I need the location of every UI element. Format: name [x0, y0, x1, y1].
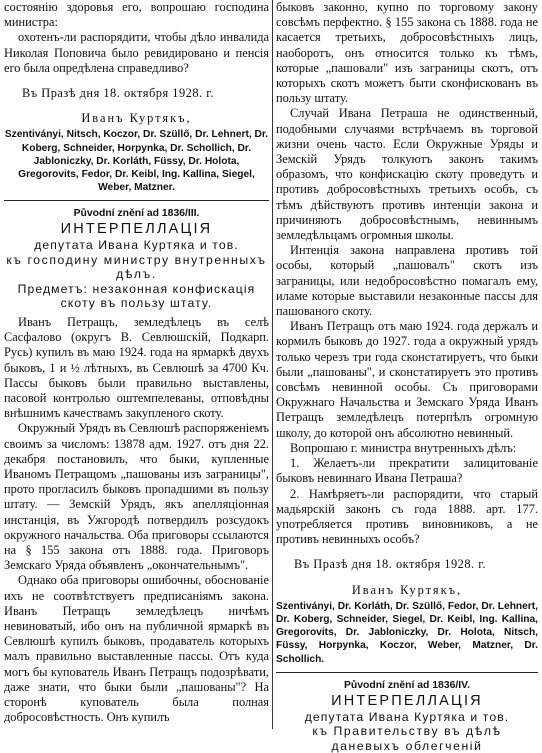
section-divider	[4, 200, 269, 201]
date-line: Въ Празѣ дня 18. октября 1928. г.	[22, 86, 215, 101]
section-divider	[276, 672, 538, 673]
cosigners-list: Szentiványi, Dr. Korláth, Dr. Szüllő, Fedor, Dr. Lehnert, Dr. Koberg, Schneider, Siegel, Dr. Keibl, Ing. Kallina, Gregorovits, Dr. Jabloniczky, Dr. Holota, Nitsch, Füssy, Horpynka, Koczor, Weber, Matzner, Dr. Schollich.	[276, 600, 538, 665]
request-paragraph: охотенъ-ли распорядити, чтобы дѣло инвалида Николая Поповича было ревидировано и пенсія его была опредѣлена справедливо?	[4, 30, 269, 75]
interpellation-title: ИНТЕРПЕЛЛАЦІЯ	[60, 221, 213, 238]
paragraph: Однако оба приговоры ошибочны, обоснованіе ихъ не соотвѣтствуетъ предписаніямъ закона. Иванъ Петращъ земледѣлецъ ничѣмъ невиноватый, ибо онъ на публичной ярмаркѣ въ Севлюшѣ купилъ быковъ, продаватель которыхъ малъ правильно выставленные пассы. Отъ куда могъ бы купователь Иванъ Петращъ подозрѣвати, даже знати, что быки были „пашованы"? На сторонѣ купователь была полная добросовѣстность. Онъ купилъ	[4, 573, 269, 725]
paragraph: Иванъ Петращъ, земледѣлецъ въ селѣ Сасфалово (округъ В. Севлюшскій, Подкарп. Русь) купилъ въ маю 1924. года на ярмаркѣ двухъ быковъ, 1 и ½ лѣтныхъ, въ Севлюшѣ за 4700 Кч. Пассы быковъ были правильно выставлены, пасовой контролью оштемпелеваны, отповѣдны внѣшнимъ качествамъ закупленого скоту.	[4, 314, 269, 421]
right-column	[276, 0, 538, 753]
left-column	[4, 0, 269, 729]
question-item: 1. Желаетъ-ли прекратити залицитованіе быковъ невиннаго Ивана Петраша?	[276, 456, 538, 486]
interpellation-author: депутата Ивана Куртяка и тов.	[304, 709, 510, 724]
date-line: Въ Празѣ дня 18. октября 1928. г.	[294, 557, 487, 572]
question-intro: Вопрошаю г. министра внутренныхъ дѣлъ:	[290, 440, 517, 455]
interpellation-title: ИНТЕРПЕЛЛАЦІЯ	[331, 692, 483, 709]
paragraph: Окружный Урядъ въ Севлюшѣ распоряженіемъ своимъ за числомъ: 13878 адм. 1927. отъ дня 22. декабря постановилъ, что быки, купленные Иваномъ Петращомъ „пашованы изъ заграницы", прото прогласилъ быковъ пропадшими въ пользу штату. — Земскій Урядъ, якъ апелляціонная инстанція, въ Ужгородѣ потвердилъ розсудокъ окружного начальства. Оба приговоры ссылаются на § 155 закона отъ 1888. года. Приговоръ Земскаго Уряда объявленъ „окончательнымъ".	[4, 421, 269, 573]
interpellation-author: депутата Ивана Куртяка и тов.	[34, 238, 239, 253]
interpellation-addressee: къ господину министру внутренныхъ дѣлъ.	[6, 252, 267, 282]
cosigners-list: Szentiványi, Nitsch, Koczor, Dr. Szüllő, Dr. Lehnert, Dr. Koberg, Schneider, Horpynka, Dr. Schollich, Dr. Jabloniczky, Dr. Korláth, Füssy, Dr. Holota, Gregorovits, Fedor, Dr. Keibl, Ing. Kallina, Siegel, Weber, Matzner.	[4, 129, 269, 194]
paragraph: Интенція закона направлена противъ той особы, который „пашовалъ" скотъ изъ заграницы, или недобросовѣстно помагалъ ему, иламе которые выставили незаконные пассы для пашованого скоту.	[276, 243, 538, 319]
paragraph: Случай Ивана Петраша не одинственный, подобными случаями встрѣчаемъ въ торговой жизни очень часто. Если Окружные Уряды и Земскій Урядъ толкуютъ законъ такимъ образомъ, что конфискацію скоту проведутъ и противъ добросовѣстныхъ третьихъ особъ, съ тѣмъ дѣйствуютъ противъ интенціи закона и причиняютъ добросовѣстнымъ, невиннымъ земледѣльцамъ огромныя школы.	[276, 106, 538, 243]
question-item: 2. Намѣряетъ-ли распорядити, что старый мадьярскій законъ съ года 1888. арт. 177. употребляется противъ виновниковъ, а не противъ невинныхъ особъ?	[276, 486, 538, 547]
paragraph: состоянію здоровья его, вопрошаю господина министра:	[4, 0, 269, 30]
signer-name: Иванъ Куртякъ,	[351, 582, 463, 597]
original-text-label: Původní znění ad 1836/IV.	[343, 679, 471, 691]
interpellation-addressee: къ Правительству въ дѣлѣ даневыхъ облегченій	[312, 724, 502, 753]
interpellation-subject: Предметъ: незаконная конфискація скоту въ пользу штату.	[17, 281, 256, 311]
signer-name: Иванъ Куртякъ,	[81, 111, 192, 126]
question-list	[276, 456, 538, 547]
paragraph: быковъ законно, купно по торговому закону совсѣмъ перфектно. § 155 закона съ 1888. года не касается третьихъ, добросовѣстныхъ лицъ, наоборотъ, онъ относится только къ тѣмъ, которые „пашовали" изъ заграницы скотъ, отъ которыхъ скотъ можетъ быти сконфискованъ въ пользу штату.	[276, 0, 538, 106]
original-text-label: Původní znění ad 1836/III.	[73, 208, 200, 220]
column-divider	[272, 0, 273, 729]
paragraph: Иванъ Петращъ отъ маю 1924. года держалъ и кормилъ быковъ до 1927. года а окружный урядъ только черезъ три года сконстатируетъ, что быки были „пашованы", и сконстатируетъ это противъ совсѣмъ невинной особы. Съ приговорами Окружнаго Начальства и Земскаго Уряда Иванъ Петращъ земледѣлецъ потерпѣлъ огромную школу, до которой онъ абсолютно невинный.	[276, 319, 538, 440]
